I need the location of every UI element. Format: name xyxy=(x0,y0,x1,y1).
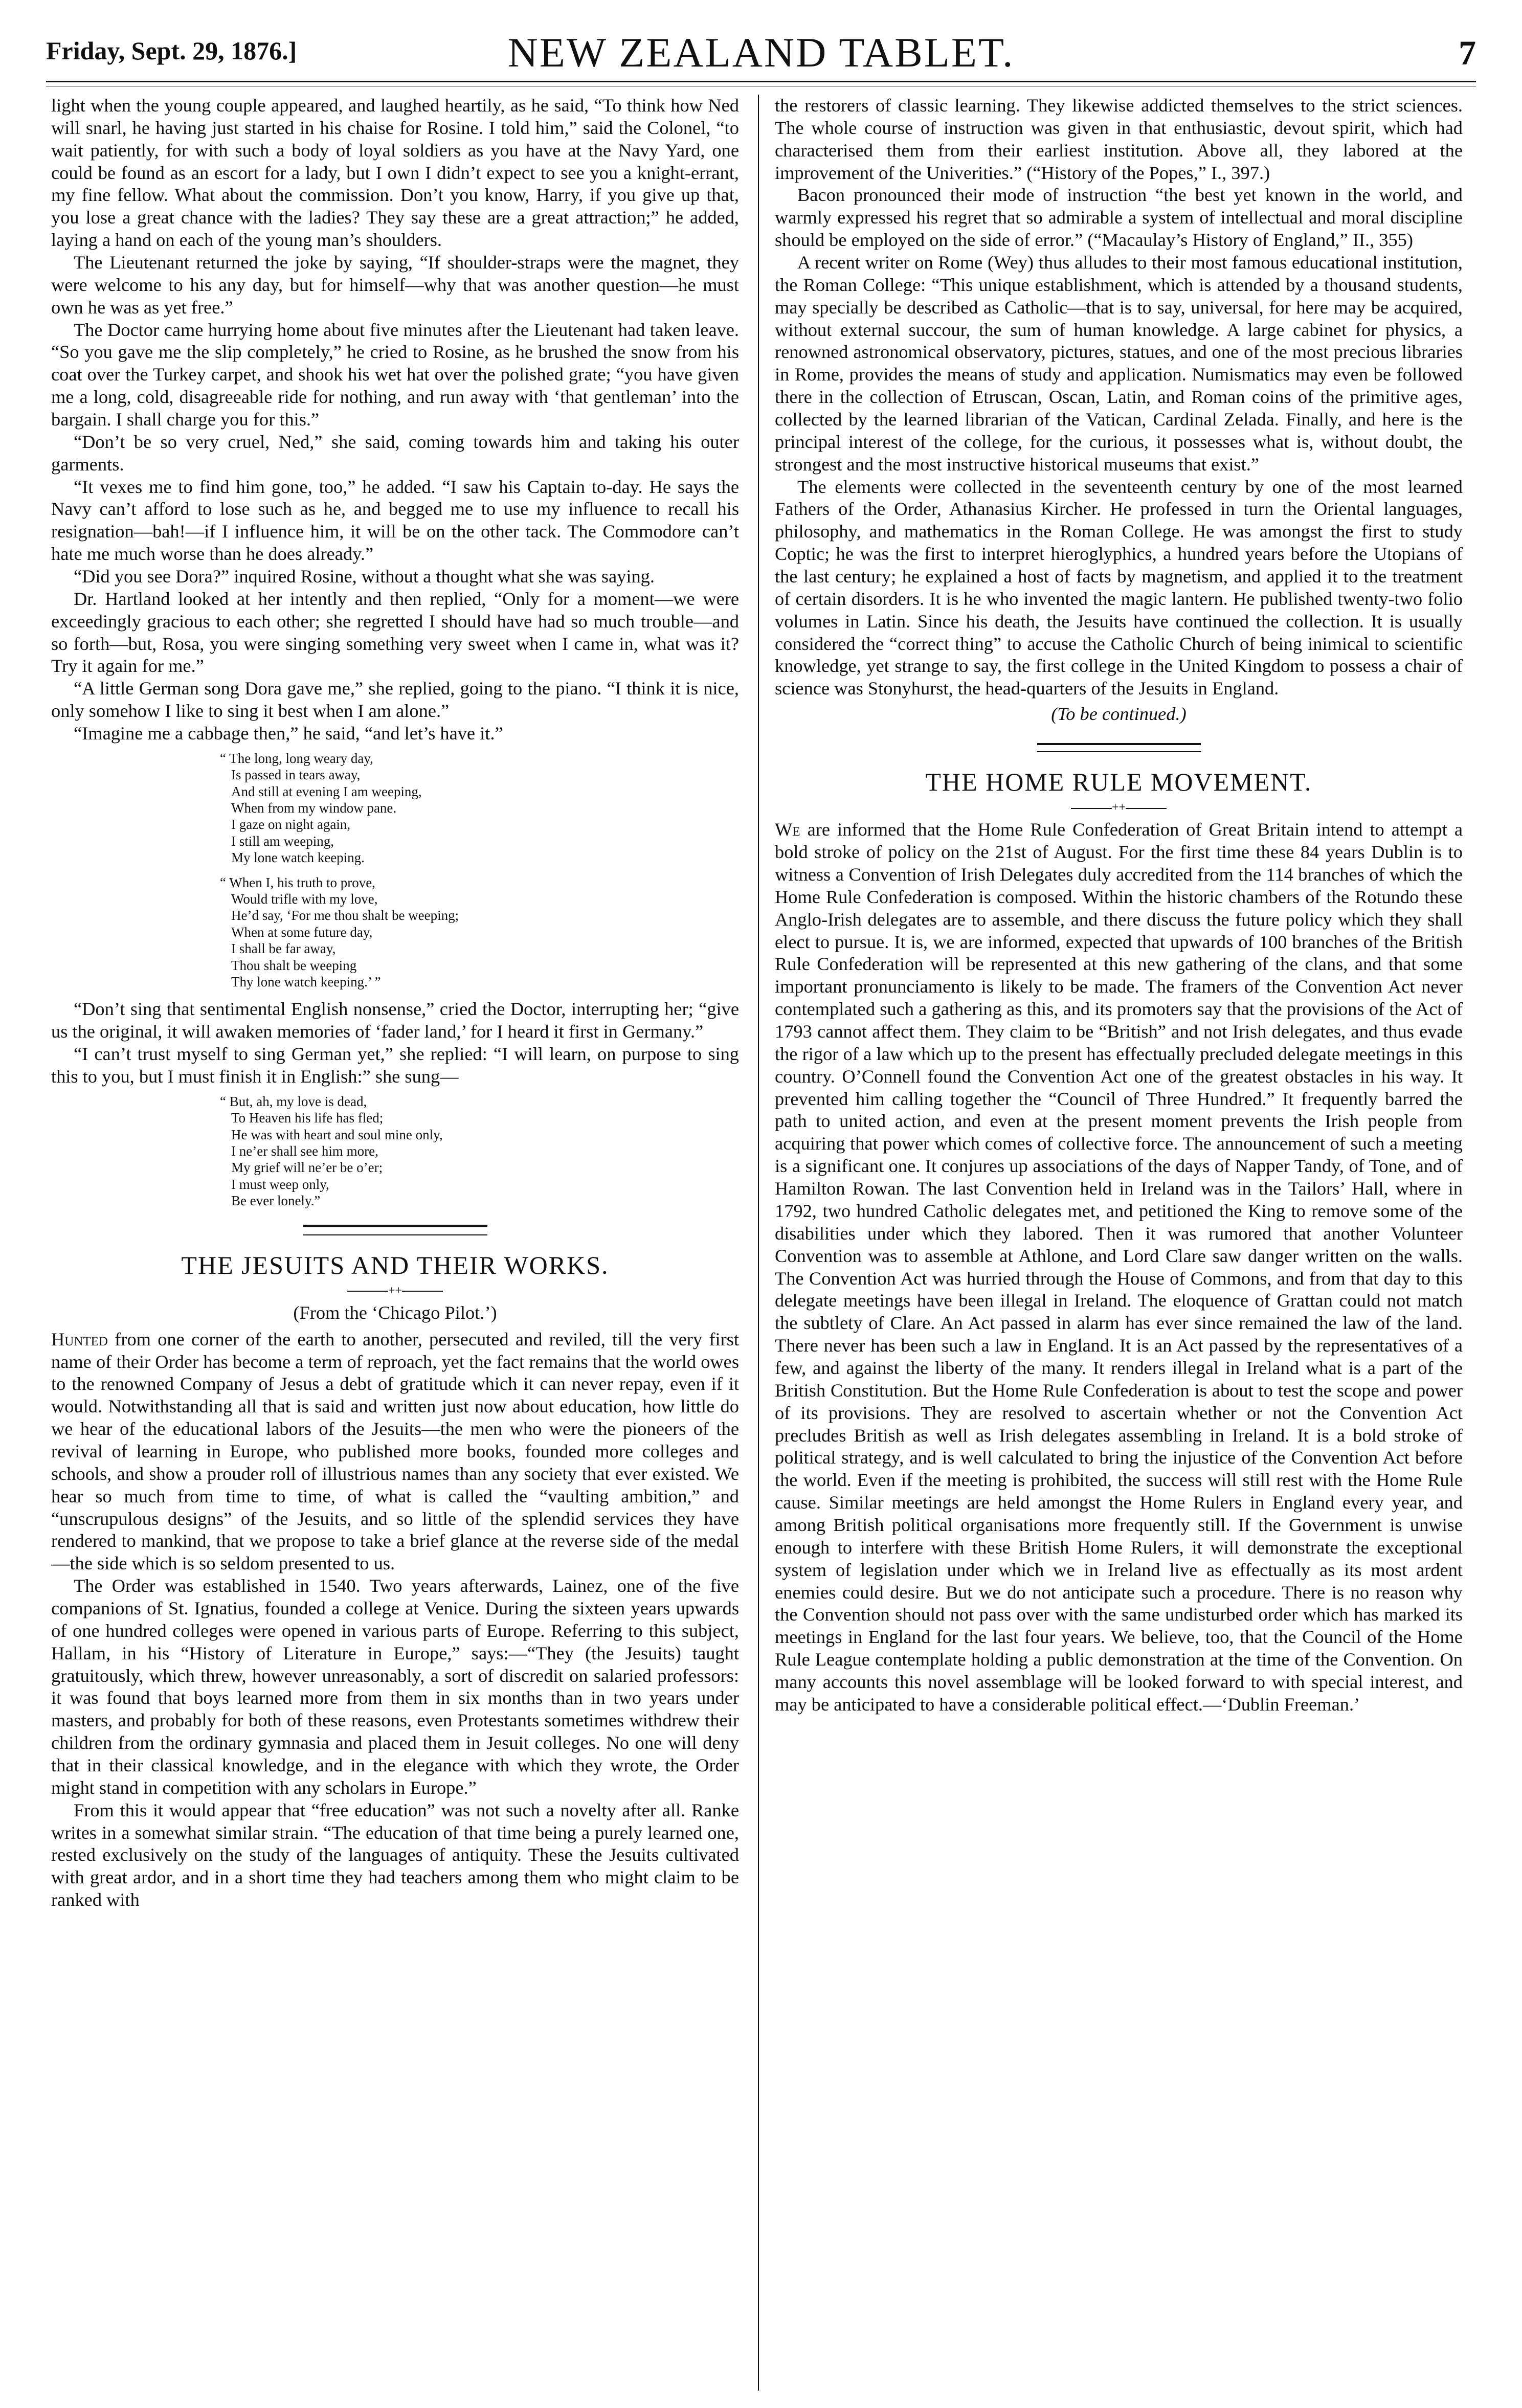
story-paragraph: The Lieutenant returned the joke by saying, “If shoulder-straps were the magnet, they were welcome to his any day, but for himself—why that was another question—he must own he was as yet free.” xyxy=(51,252,739,318)
story-paragraph: “Did you see Dora?” inquired Rosine, without a thought what she was saying. xyxy=(74,566,655,587)
verse-stanza xyxy=(220,750,739,866)
article-paragraph: A recent writer on Rome (Wey) thus alludes to their most famous educational institution, the Roman College: “This unique establishment, which is attended by a thousand students, may specially be described as Catholic—that is to say, universal, for here may be acquired, without external succour, the sum of human knowledge. A large cabinet for physics, a renowned astronomical observatory, pictures, statues, and one of the most precious libraries in Rome, provides the means of study and application. Numismatics may even be followed there in the collection of Etruscan, Oscan, Latin, and Roman coins of the primitive ages, collected by the learned librarian of the Vatican, Cardinal Zelada. Finally, and here is the principal interest of the college, for the curious, it possesses what is, without doubt, the strongest and the most instructive historical museums that exist.” xyxy=(775,252,1463,475)
article-paragraph: The Order was established in 1540. Two years afterwards, Lainez, one of the five companions of St. Ignatius, founded a college at Venice. During the sixteen years upwards of one hundred colleges were opened in various parts of Europe. Referring to this subject, Hallam, in his “History of Literature in Europe,” says:—“They (the Jesuits) taught gratuitously, which threw, however unreasonably, a sort of discredit on salaried professors: it was found that boys learned more from them in six months than in two years under masters, and probably for both of these reasons, even Protestants sometimes withdrew their children from the ordinary gymnasia and placed them in Jesuit colleges. No one will deny that in their classical knowledge, and in the elegance with which they wrote, the Order might stand in competition with any scholars in Europe.” xyxy=(51,1576,739,1798)
article-title-home-rule: THE HOME RULE MOVEMENT. xyxy=(925,768,1312,797)
verse-line: Thou shalt be weeping xyxy=(231,957,357,973)
article-paragraph: The elements were collected in the seventeenth century by one of the most learned Fathers of the Order, Athanasius Kircher. He professed in turn the Oriental languages, philosophy, and mathematics in the Roman College. He was amongst the first to study Coptic; he was the first to interpret hieroglyphics, a hundred years before the Utopians of the last century; he explained a host of facts by magnetism, and applied it to the treatment of certain disorders. It is he who invented the magic lantern. He published twenty-two folio volumes in Latin. Since his death, the Jesuits have continued the collection. It is usually considered the “correct thing” to accuse the Catholic Church of being inimical to scientific knowledge, yet strange to say, the first college in the United Kingdom to possess a chair of science was Stonyhurst, the head-quarters of the Jesuits in England. xyxy=(775,476,1463,699)
verse-stanza xyxy=(220,874,739,991)
verse-line: To Heaven his life has fled; xyxy=(231,1110,384,1126)
verse-line: Is passed in tears away, xyxy=(231,767,361,783)
article-source: (From the ‘Chicago Pilot.’) xyxy=(293,1302,497,1323)
column-divider xyxy=(758,95,759,2391)
header-rule xyxy=(46,81,1476,82)
story-paragraph: “Imagine me a cabbage then,” he said, “and let’s have it.” xyxy=(74,723,503,744)
right-column xyxy=(775,95,1463,1716)
song-verse xyxy=(220,750,739,990)
verse-line: I still am weeping, xyxy=(231,833,334,849)
lead-word: Hunted xyxy=(51,1329,108,1349)
story-paragraph: “A little German song Dora gave me,” she replied, going to the piano. “I think it is nice, only somehow I like to sing it best when I am alone.” xyxy=(51,678,739,722)
story-paragraph: The Doctor came hurrying home about five minutes after the Lieutenant had taken leave. “So you gave me the slip completely,” he cried to Rosine, as he brushed the snow from his coat over the Turkey carpet, and shook his wet hat over the polished grate; “you have given me a long, cold, disagreeable ride for nothing, and run away with ‘that gentleman’ into the bargain. I shall charge you for this.” xyxy=(51,319,739,430)
section-rule xyxy=(303,1225,487,1235)
to-be-continued: (To be continued.) xyxy=(1051,704,1187,725)
left-column xyxy=(51,95,739,1911)
story-paragraph: light when the young couple appeared, and laughed heartily, as he said, “To think how Ned will snarl, he having just started in his chaise for Rosine. I told him,” said the Colonel, “to wait patiently, for with such a body of loyal soldiers as you have at the Navy Yard, one could be found as an escort for a lady, but I own I didn’t expect to see you a knight-errant, my fine fellow. What about the commission. Don’t you know, Harry, if you give up that, you lose a great chance with the ladies? They say these are a great attraction;” he added, laying a hand on each of the young man’s shoulders. xyxy=(51,95,739,251)
verse-line: When at some future day, xyxy=(231,924,373,940)
article-paragraph: From this it would appear that “free education” was not such a novelty after all. Ranke writes in a somewhat similar strain. “The education of that time being a purely learned one, rested exclusively on the study of the languages of antiquity. These the Jesuits cultivated with great ardor, and in a short time they had teachers among them who might claim to be ranked with xyxy=(51,1799,739,1910)
verse-line: “ The long, long weary day, xyxy=(220,750,373,766)
story-paragraph: “It vexes me to find him gone, too,” he added. “I saw his Captain to-day. He says the Navy can’t afford to lose such as he, and begged me to use my influence to recall his resignation—bah!—if I influence him, it will be on the other tack. The Commodore can’t hate me much worse than he does already.” xyxy=(51,476,739,565)
article-title-jesuits: THE JESUITS AND THEIR WORKS. xyxy=(181,1250,609,1279)
verse-line: My lone watch keeping. xyxy=(231,850,365,866)
verse-line: He was with heart and soul mine only, xyxy=(231,1127,443,1142)
issue-date: Friday, Sept. 29, 1876.] xyxy=(46,36,297,65)
story-paragraph: Dr. Hartland looked at her intently and then replied, “Only for a moment—we were exceedingly gracious to each other; she regretted I should have had so much trouble—and so forth—but, Rosa, you were singing something very sweet when I came in, what was it? Try it again for me.” xyxy=(51,588,739,677)
verse-line: Be ever lonely.” xyxy=(231,1193,321,1209)
verse-line: He’d say, ‘For me thou shalt be weeping; xyxy=(231,908,459,924)
lead-word: We xyxy=(775,819,800,840)
section-rule xyxy=(1037,743,1201,752)
masthead-title: NEW ZEALAND TABLET. xyxy=(507,29,1015,76)
story-paragraph: “Don’t sing that sentimental English nonsense,” cried the Doctor, interrupting her; “give us the original, it will awaken memories of ‘fader land,’ for I heard it first in Germany.” xyxy=(51,999,739,1042)
verse-line: “ When I, his truth to prove, xyxy=(220,874,375,890)
verse-line: I must weep only, xyxy=(231,1176,329,1192)
page-header xyxy=(46,26,1476,87)
song-verse xyxy=(220,1093,739,1209)
verse-line: I gaze on night again, xyxy=(231,817,351,832)
verse-line: And still at evening I am weeping, xyxy=(231,783,422,799)
verse-line: Thy lone watch keeping.’ ” xyxy=(231,974,381,989)
article-paragraph: Bacon pronounced their mode of instruction “the best yet known in the world, and warmly expressed his regret that so admirable a system of intellectual and moral discipline should be employed on the side of error.” (“Macaulay’s History of England,” II., 355) xyxy=(775,185,1463,251)
verse-line: “ But, ah, my love is dead, xyxy=(220,1093,367,1109)
story-paragraph: “I can’t trust myself to sing German yet,” she replied: “I will learn, on purpose to sing this to you, but I must finish it in English:” she sung— xyxy=(51,1044,739,1087)
verse-line: When from my window pane. xyxy=(231,800,397,816)
verse-line: I shall be far away, xyxy=(231,941,336,957)
verse-line: My grief will ne’er be o’er; xyxy=(231,1160,383,1176)
page-number: 7 xyxy=(1459,33,1476,72)
article-paragraph: the restorers of classic learning. They likewise addicted themselves to the strict sciences. The whole course of instruction was given in that enthusiastic, devout spirit, which had characterised them from their earliest institution. Above all, they labored at the improvement of the Univerities.” (“History of the Popes,” I., 397.) xyxy=(775,95,1463,183)
verse-line: I ne’er shall see him more, xyxy=(231,1143,378,1159)
article-paragraph: We are informed that the Home Rule Confederation of Great Britain intend to attempt a bold stroke of policy on the 21st of August. For the first time these 84 years Dublin is to witness a Convention of Irish Delegates duly accredited from the 114 branches of which the Home Rule Confederation is composed. Within the historic chambers of the Rotundo these Anglo-Irish delegates are to assemble, and there discuss the future policy which they shall elect to pursue. It is, we are informed, expected that upwards of 100 branches of the British Rule Confederation will be represented at this new gathering of the clans, and that some important pronunciamento is likely to be made. The framers of the Convention Act never contemplated such a gathering as this, and its promoters say that the provisions of the Act of 1793 cannot affect them. They claim to be “British” and not Irish delegates, and thus evade the rigor of a law which up to the present has effectually precluded delegate meetings in this country. O’Connell found the Convention Act one of the greatest obstacles in his way. It prevented him calling together the “Council of Three Hundred.” It frequently barred the path to united action, and even at the present moment prevents the Irish people from acquiring that power which comes of collective force. The announcement of such a meeting is a significant one. It conjures up associations of the days of Napper Tandy, of Tone, and of Hamilton Rowan. The last Convention held in Ireland was in the Tailors’ Hall, where in 1792, two hundred Catholic delegates met, and petitioned the King to remove some of the disabilities under which they labored. Then it was rumored that another Volunteer Convention was to assemble at Athlone, and Lord Clare saw danger written on the walls. The Convention Act was hurried through the House of Commons, and from that day to this delegate meetings have been illegal in Ireland. The eloquence of Grattan could not match the subtlety of Clare. An Act passed in alarm has ever since remained the law of the land. There never has been such a law in England. It is an Act passed by the representatives of a few, and against the liberty of the many. It renders illegal in Ireland what is a part of the British Constitution. But the Home Rule Confederation is about to test the scope and power of its provisions. They are resolved to ascertain whether or not the Convention Act precludes British as well as Irish delegates assembling in Ireland. It is a bold stroke of political strategy, and is well calculated to bring the injustice of the Convention Act before the world. Even if the meeting is prohibited, the success will still rest with the Home Rule cause. Similar meetings are held amongst the Home Rulers in England every year, and among British political organisations more frequently still. If the Government is unwise enough to interfere with these British Home Rulers, it will demonstrate the exceptional system of legislation under which we in Ireland live as effectually as its most ardent enemies could desire. But we do not anticipate such a procedure. There is no reason why the Convention should not pass over with the same undisturbed order which has marked its meetings in England for the last four years. We believe, too, that the Council of the Home Rule League contemplate holding a public demonstration at the time of the Convention. On many accounts this novel assemblage will be looked forward to with special interest, and may be anticipated to have a considerable political effect.—‘Dublin Freeman.’ xyxy=(775,819,1463,1715)
title-ornament: ++ xyxy=(775,801,1463,814)
verse-line: Would trifle with my love, xyxy=(231,891,378,907)
title-ornament: ++ xyxy=(51,1285,739,1297)
article-paragraph: Hunted from one corner of the earth to another, persecuted and reviled, till the very first name of their Order has become a term of reproach, yet the fact remains that the world owes to the renowned Company of Jesus a debt of gratitude which it can never repay, even if it would. Notwithstanding all that is said and written just now about education, how little do we hear of the educational labors of the Jesuits—the men who were the pioneers of the revival of learning in Europe, who published more books, founded more colleges and schools, and show a prouder roll of illustrious names than any society that ever existed. We hear so much from time to time, of what is called the “vaulting ambition,” and “unscrupulous designs” of the Jesuits, and so little of the splendid services they have rendered to mankind, that we propose to take a brief glance at the reverse side of the medal—the side which is so seldom presented to us. xyxy=(51,1329,739,1574)
story-paragraph: “Don’t be so very cruel, Ned,” she said, coming towards him and taking his outer garments. xyxy=(51,431,739,475)
